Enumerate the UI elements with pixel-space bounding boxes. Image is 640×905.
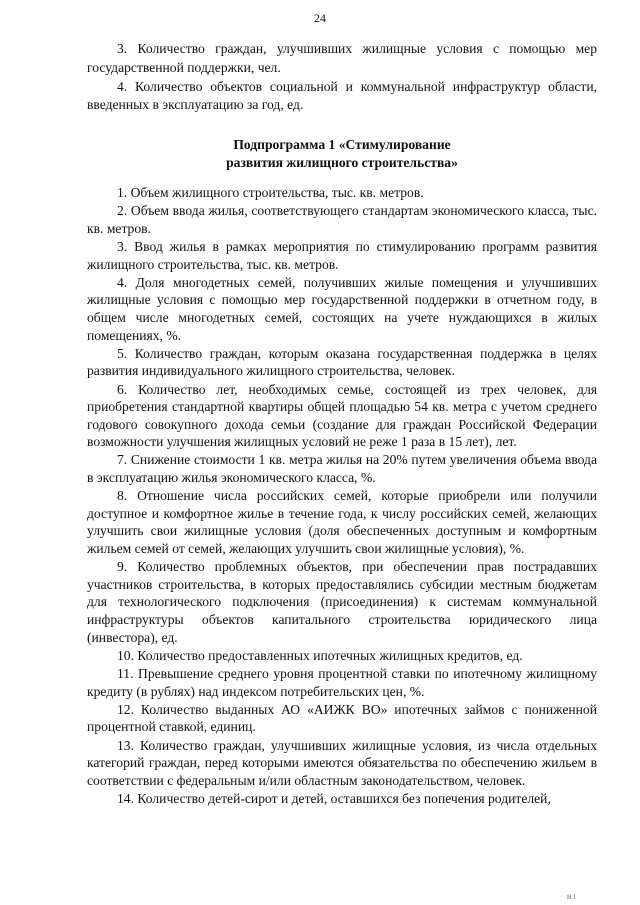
list-item: 5. Количество граждан, которым оказана государственная поддержка в целях развития индивидуального жилищного строительства, человек. <box>87 345 597 379</box>
list-item: 6. Количество лет, необходимых семье, состоящей из трех человек, для приобретения стандартной квартиры общей площадью 54 кв. метра с учетом среднего годового совокупного дохода семьи (создание для граждан Российской Федерации возможности улучшения жилищных условий не реже 1 раза в 15 лет), лет. <box>87 381 597 450</box>
list-item: 8. Отношение числа российских семей, которые приобрели или получили доступное и комфортное жилье в течение года, к числу российских семей, желающих улучшить свои жилищные условия (доля обеспеченных доступным и комфортным жильем семей от семей, желающих улучшить свои жилищные условия), %. <box>87 488 597 557</box>
heading-line-2: развития жилищного строительства» <box>226 155 458 170</box>
subprogram-heading <box>87 136 597 172</box>
list-item: 10. Количество предоставленных ипотечных жилищных кредитов, ед. <box>117 647 523 663</box>
list-item: 2. Объем ввода жилья, соответствующего стандартам экономического класса, тыс. кв. метров. <box>87 203 597 236</box>
heading-line-1: Подпрограмма 1 «Стимулирование <box>233 137 451 152</box>
indicator-list <box>87 184 597 808</box>
list-item: 9. Количество проблемных объектов, при обеспечении прав пострадавших участников строительства, в которых предоставлялись субсидии местным бюджетам для технологического подключения (присоединения) к системам коммунальной инфраструктуры объектов капитального строительства юридического лица (инвестора), ед. <box>87 559 597 645</box>
list-item: 13. Количество граждан, улучшивших жилищные условия, из числа отдельных категорий граждан, перед которыми имеются обязательства по обеспечению жильем в соответствии с федеральным и/или областным законодательством, человек. <box>87 737 597 788</box>
paragraph-indicator-4: 4. Количество объектов социальной и коммунальной инфраструктур области, введенных в эксплуатацию за год, ед. <box>87 78 597 113</box>
footer-mark: и і <box>567 892 576 901</box>
page-number: 24 <box>314 11 326 25</box>
list-item: 12. Количество выданных АО «АИЖК ВО» ипотечных займов с пониженной процентной ставкой, единиц. <box>87 701 597 735</box>
top-paragraphs <box>87 40 597 115</box>
list-item: 14. Количество детей-сирот и детей, оставшихся без попечения родителей, <box>117 790 551 806</box>
paragraph-indicator-3: 3. Количество граждан, улучшивших жилищные условия с помощью мер государственной поддержки, чел. <box>87 41 597 75</box>
list-item: 7. Снижение стоимости 1 кв. метра жилья на 20% путем увеличения объема ввода в эксплуатацию жилья экономического класса, %. <box>87 452 597 486</box>
list-item: 11. Превышение среднего уровня процентной ставки по ипотечному жилищному кредиту (в рублях) над индексом потребительских цен, %. <box>87 665 597 699</box>
list-item: 3. Ввод жилья в рамках мероприятия по стимулированию программ развития жилищного строительства, тыс. кв. метров. <box>87 238 597 272</box>
list-item: 4. Доля многодетных семей, получивших жилые помещения и улучшивших жилищные условия с помощью мер государственной поддержки в отчетном году, в общем числе многодетных семей, состоящих на учете нуждающихся в жилых помещениях, %. <box>87 274 597 343</box>
list-item: 1. Объем жилищного строительства, тыс. кв. метров. <box>117 185 424 200</box>
